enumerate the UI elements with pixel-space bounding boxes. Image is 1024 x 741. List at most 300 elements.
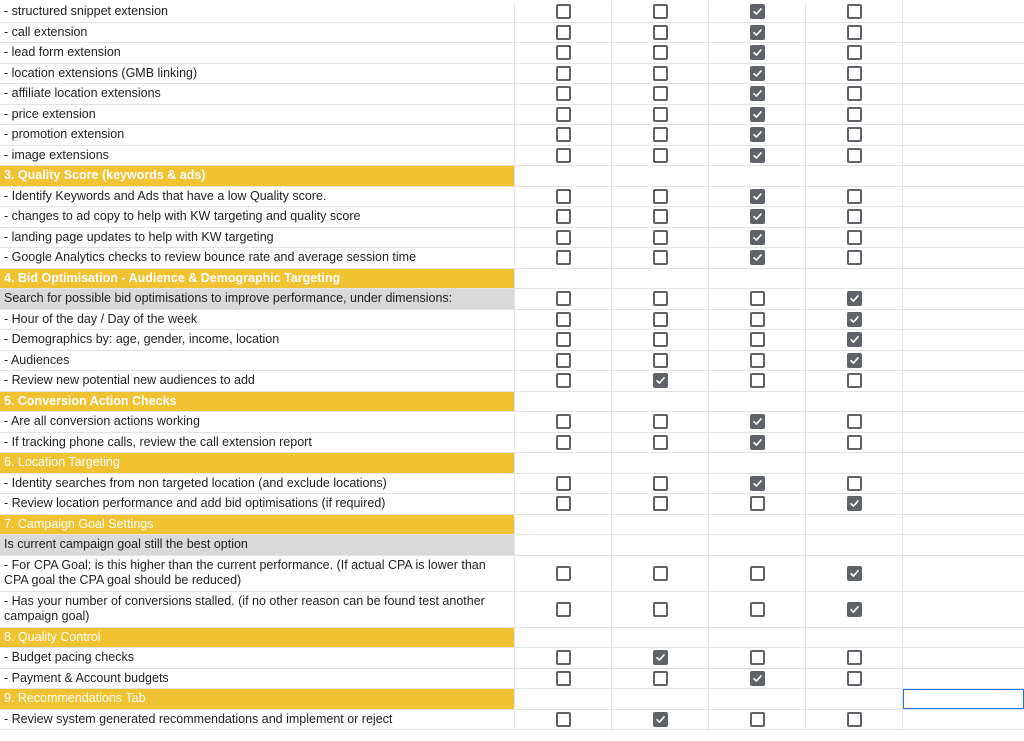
checkbox-cell[interactable] [709, 515, 806, 535]
task-cell[interactable] [0, 351, 515, 371]
checked-checkbox[interactable] [847, 332, 862, 347]
checkbox-cell[interactable] [612, 146, 709, 166]
checkbox-cell[interactable] [709, 289, 806, 309]
task-cell[interactable] [0, 64, 515, 84]
checked-checkbox[interactable] [847, 602, 862, 617]
task-cell[interactable] [0, 228, 515, 248]
unchecked-checkbox[interactable] [750, 496, 765, 511]
checkbox-cell[interactable] [612, 289, 709, 309]
checkbox-cell[interactable] [612, 351, 709, 371]
unchecked-checkbox[interactable] [556, 414, 571, 429]
checked-checkbox[interactable] [750, 189, 765, 204]
checkbox-cell[interactable] [515, 556, 612, 591]
checkbox-cell[interactable] [806, 146, 903, 166]
checkbox-cell[interactable] [806, 494, 903, 514]
checked-checkbox[interactable] [750, 66, 765, 81]
checkbox-cell[interactable] [515, 592, 612, 627]
checkbox-cell[interactable] [709, 474, 806, 494]
unchecked-checkbox[interactable] [750, 566, 765, 581]
unchecked-checkbox[interactable] [847, 476, 862, 491]
unchecked-checkbox[interactable] [556, 45, 571, 60]
checkbox-cell[interactable] [806, 669, 903, 689]
unchecked-checkbox[interactable] [556, 373, 571, 388]
checkbox-cell[interactable] [806, 105, 903, 125]
empty-cell[interactable] [903, 23, 1024, 43]
unchecked-checkbox[interactable] [653, 25, 668, 40]
task-cell[interactable] [0, 248, 515, 268]
checkbox-cell[interactable] [612, 494, 709, 514]
section-title-cell[interactable] [0, 392, 515, 412]
checkbox-cell[interactable] [612, 515, 709, 535]
checkbox-cell[interactable] [709, 330, 806, 350]
task-cell[interactable] [0, 23, 515, 43]
checkbox-cell[interactable] [612, 710, 709, 730]
checkbox-cell[interactable] [806, 269, 903, 289]
unchecked-checkbox[interactable] [653, 332, 668, 347]
unchecked-checkbox[interactable] [750, 650, 765, 665]
empty-cell[interactable] [903, 2, 1024, 22]
task-cell[interactable] [0, 43, 515, 63]
section-title-cell[interactable] [0, 166, 515, 186]
checkbox-cell[interactable] [612, 628, 709, 648]
checked-checkbox[interactable] [750, 209, 765, 224]
unchecked-checkbox[interactable] [847, 671, 862, 686]
unchecked-checkbox[interactable] [653, 602, 668, 617]
task-cell[interactable] [0, 207, 515, 227]
checked-checkbox[interactable] [750, 4, 765, 19]
unchecked-checkbox[interactable] [750, 291, 765, 306]
unchecked-checkbox[interactable] [847, 4, 862, 19]
checkbox-cell[interactable] [709, 669, 806, 689]
empty-cell[interactable] [903, 628, 1024, 648]
section-title-cell[interactable] [0, 628, 515, 648]
checkbox-cell[interactable] [709, 2, 806, 22]
empty-cell[interactable] [903, 474, 1024, 494]
checkbox-cell[interactable] [806, 392, 903, 412]
unchecked-checkbox[interactable] [653, 209, 668, 224]
unchecked-checkbox[interactable] [653, 414, 668, 429]
checkbox-cell[interactable] [612, 330, 709, 350]
checked-checkbox[interactable] [653, 373, 668, 388]
checked-checkbox[interactable] [847, 353, 862, 368]
checkbox-cell[interactable] [709, 412, 806, 432]
unchecked-checkbox[interactable] [750, 602, 765, 617]
checked-checkbox[interactable] [750, 476, 765, 491]
checkbox-cell[interactable] [806, 84, 903, 104]
unchecked-checkbox[interactable] [653, 312, 668, 327]
task-cell[interactable] [0, 2, 515, 22]
unchecked-checkbox[interactable] [847, 650, 862, 665]
checked-checkbox[interactable] [653, 650, 668, 665]
unchecked-checkbox[interactable] [847, 230, 862, 245]
selected-cell[interactable] [903, 689, 1024, 709]
empty-cell[interactable] [903, 351, 1024, 371]
section-title-cell[interactable] [0, 453, 515, 473]
unchecked-checkbox[interactable] [653, 566, 668, 581]
checkbox-cell[interactable] [612, 535, 709, 555]
task-cell[interactable] [0, 310, 515, 330]
task-cell[interactable] [0, 592, 515, 627]
checked-checkbox[interactable] [750, 414, 765, 429]
unchecked-checkbox[interactable] [653, 496, 668, 511]
checkbox-cell[interactable] [612, 310, 709, 330]
empty-cell[interactable] [903, 84, 1024, 104]
empty-cell[interactable] [903, 535, 1024, 555]
checkbox-cell[interactable] [612, 371, 709, 391]
empty-cell[interactable] [903, 289, 1024, 309]
checkbox-cell[interactable] [806, 187, 903, 207]
unchecked-checkbox[interactable] [847, 66, 862, 81]
empty-cell[interactable] [903, 269, 1024, 289]
checkbox-cell[interactable] [806, 2, 903, 22]
checkbox-cell[interactable] [806, 310, 903, 330]
checkbox-cell[interactable] [806, 64, 903, 84]
unchecked-checkbox[interactable] [653, 476, 668, 491]
checkbox-cell[interactable] [515, 105, 612, 125]
checkbox-cell[interactable] [709, 166, 806, 186]
task-cell[interactable] [0, 371, 515, 391]
unchecked-checkbox[interactable] [556, 107, 571, 122]
checkbox-cell[interactable] [612, 187, 709, 207]
unchecked-checkbox[interactable] [750, 353, 765, 368]
checkbox-cell[interactable] [515, 351, 612, 371]
unchecked-checkbox[interactable] [653, 353, 668, 368]
checkbox-cell[interactable] [806, 330, 903, 350]
checkbox-cell[interactable] [806, 351, 903, 371]
checkbox-cell[interactable] [515, 269, 612, 289]
empty-cell[interactable] [903, 146, 1024, 166]
unchecked-checkbox[interactable] [556, 353, 571, 368]
checkbox-cell[interactable] [515, 310, 612, 330]
checkbox-cell[interactable] [515, 669, 612, 689]
checkbox-cell[interactable] [515, 125, 612, 145]
checkbox-cell[interactable] [806, 23, 903, 43]
checkbox-cell[interactable] [709, 43, 806, 63]
task-cell[interactable] [0, 648, 515, 668]
checkbox-cell[interactable] [612, 125, 709, 145]
checkbox-cell[interactable] [612, 2, 709, 22]
unchecked-checkbox[interactable] [847, 86, 862, 101]
empty-cell[interactable] [903, 494, 1024, 514]
unchecked-checkbox[interactable] [653, 250, 668, 265]
checkbox-cell[interactable] [709, 433, 806, 453]
checkbox-cell[interactable] [515, 2, 612, 22]
empty-cell[interactable] [903, 248, 1024, 268]
task-cell[interactable] [0, 187, 515, 207]
empty-cell[interactable] [903, 592, 1024, 627]
unchecked-checkbox[interactable] [750, 712, 765, 727]
checkbox-cell[interactable] [709, 710, 806, 730]
checkbox-cell[interactable] [515, 494, 612, 514]
unchecked-checkbox[interactable] [556, 66, 571, 81]
unchecked-checkbox[interactable] [653, 291, 668, 306]
checkbox-cell[interactable] [806, 166, 903, 186]
empty-cell[interactable] [903, 412, 1024, 432]
task-cell[interactable] [0, 330, 515, 350]
unchecked-checkbox[interactable] [847, 107, 862, 122]
checkbox-cell[interactable] [806, 628, 903, 648]
checkbox-cell[interactable] [515, 23, 612, 43]
checkbox-cell[interactable] [612, 433, 709, 453]
unchecked-checkbox[interactable] [556, 230, 571, 245]
checkbox-cell[interactable] [806, 648, 903, 668]
checkbox-cell[interactable] [806, 43, 903, 63]
empty-cell[interactable] [903, 125, 1024, 145]
checkbox-cell[interactable] [515, 64, 612, 84]
unchecked-checkbox[interactable] [556, 566, 571, 581]
checkbox-cell[interactable] [515, 392, 612, 412]
unchecked-checkbox[interactable] [653, 671, 668, 686]
checkbox-cell[interactable] [515, 146, 612, 166]
checkbox-cell[interactable] [806, 515, 903, 535]
checkbox-cell[interactable] [806, 453, 903, 473]
checkbox-cell[interactable] [806, 125, 903, 145]
checkbox-cell[interactable] [709, 23, 806, 43]
unchecked-checkbox[interactable] [847, 45, 862, 60]
checkbox-cell[interactable] [612, 392, 709, 412]
checkbox-cell[interactable] [709, 453, 806, 473]
checkbox-cell[interactable] [709, 84, 806, 104]
unchecked-checkbox[interactable] [653, 66, 668, 81]
checkbox-cell[interactable] [612, 248, 709, 268]
checkbox-cell[interactable] [806, 412, 903, 432]
unchecked-checkbox[interactable] [556, 250, 571, 265]
checkbox-cell[interactable] [612, 453, 709, 473]
checkbox-cell[interactable] [515, 43, 612, 63]
empty-cell[interactable] [903, 453, 1024, 473]
checkbox-cell[interactable] [806, 474, 903, 494]
section-title-cell[interactable] [0, 515, 515, 535]
unchecked-checkbox[interactable] [847, 148, 862, 163]
unchecked-checkbox[interactable] [847, 127, 862, 142]
checkbox-cell[interactable] [709, 248, 806, 268]
checkbox-cell[interactable] [806, 371, 903, 391]
checkbox-cell[interactable] [612, 592, 709, 627]
checkbox-cell[interactable] [709, 689, 806, 709]
checked-checkbox[interactable] [847, 312, 862, 327]
task-cell[interactable] [0, 535, 515, 555]
unchecked-checkbox[interactable] [556, 86, 571, 101]
unchecked-checkbox[interactable] [653, 435, 668, 450]
checkbox-cell[interactable] [709, 535, 806, 555]
checked-checkbox[interactable] [750, 107, 765, 122]
unchecked-checkbox[interactable] [653, 45, 668, 60]
checkbox-cell[interactable] [806, 592, 903, 627]
empty-cell[interactable] [903, 648, 1024, 668]
task-cell[interactable] [0, 84, 515, 104]
task-cell[interactable] [0, 474, 515, 494]
checkbox-cell[interactable] [515, 412, 612, 432]
checkbox-cell[interactable] [612, 166, 709, 186]
empty-cell[interactable] [903, 710, 1024, 730]
unchecked-checkbox[interactable] [653, 107, 668, 122]
checkbox-cell[interactable] [709, 351, 806, 371]
checkbox-cell[interactable] [612, 207, 709, 227]
checkbox-cell[interactable] [515, 248, 612, 268]
checkbox-cell[interactable] [612, 689, 709, 709]
checked-checkbox[interactable] [750, 127, 765, 142]
checkbox-cell[interactable] [709, 207, 806, 227]
checkbox-cell[interactable] [515, 228, 612, 248]
checkbox-cell[interactable] [612, 64, 709, 84]
unchecked-checkbox[interactable] [556, 476, 571, 491]
checked-checkbox[interactable] [750, 45, 765, 60]
checked-checkbox[interactable] [750, 25, 765, 40]
checkbox-cell[interactable] [806, 689, 903, 709]
checkbox-cell[interactable] [515, 689, 612, 709]
unchecked-checkbox[interactable] [653, 4, 668, 19]
unchecked-checkbox[interactable] [556, 189, 571, 204]
task-cell[interactable] [0, 146, 515, 166]
checkbox-cell[interactable] [709, 228, 806, 248]
empty-cell[interactable] [903, 310, 1024, 330]
checked-checkbox[interactable] [750, 435, 765, 450]
task-cell[interactable] [0, 289, 515, 309]
task-cell[interactable] [0, 669, 515, 689]
checkbox-cell[interactable] [612, 669, 709, 689]
task-cell[interactable] [0, 710, 515, 730]
unchecked-checkbox[interactable] [750, 373, 765, 388]
empty-cell[interactable] [903, 228, 1024, 248]
checkbox-cell[interactable] [806, 248, 903, 268]
task-cell[interactable] [0, 125, 515, 145]
checkbox-cell[interactable] [515, 648, 612, 668]
checkbox-cell[interactable] [709, 592, 806, 627]
unchecked-checkbox[interactable] [556, 332, 571, 347]
task-cell[interactable] [0, 494, 515, 514]
unchecked-checkbox[interactable] [847, 414, 862, 429]
empty-cell[interactable] [903, 105, 1024, 125]
task-cell[interactable] [0, 412, 515, 432]
checkbox-cell[interactable] [709, 269, 806, 289]
checkbox-cell[interactable] [612, 269, 709, 289]
checkbox-cell[interactable] [709, 310, 806, 330]
checkbox-cell[interactable] [709, 392, 806, 412]
empty-cell[interactable] [903, 515, 1024, 535]
empty-cell[interactable] [903, 207, 1024, 227]
section-title-cell[interactable] [0, 689, 515, 709]
unchecked-checkbox[interactable] [556, 209, 571, 224]
unchecked-checkbox[interactable] [653, 127, 668, 142]
checkbox-cell[interactable] [515, 628, 612, 648]
checkbox-cell[interactable] [515, 166, 612, 186]
unchecked-checkbox[interactable] [556, 148, 571, 163]
checkbox-cell[interactable] [515, 289, 612, 309]
unchecked-checkbox[interactable] [653, 230, 668, 245]
checkbox-cell[interactable] [612, 474, 709, 494]
empty-cell[interactable] [903, 433, 1024, 453]
checkbox-cell[interactable] [806, 228, 903, 248]
unchecked-checkbox[interactable] [556, 25, 571, 40]
unchecked-checkbox[interactable] [847, 373, 862, 388]
empty-cell[interactable] [903, 371, 1024, 391]
unchecked-checkbox[interactable] [556, 602, 571, 617]
checkbox-cell[interactable] [709, 628, 806, 648]
checkbox-cell[interactable] [515, 433, 612, 453]
task-cell[interactable] [0, 105, 515, 125]
checkbox-cell[interactable] [806, 433, 903, 453]
empty-cell[interactable] [903, 669, 1024, 689]
checkbox-cell[interactable] [806, 556, 903, 591]
checkbox-cell[interactable] [806, 535, 903, 555]
checkbox-cell[interactable] [515, 474, 612, 494]
checked-checkbox[interactable] [750, 86, 765, 101]
checkbox-cell[interactable] [612, 412, 709, 432]
checkbox-cell[interactable] [515, 84, 612, 104]
checkbox-cell[interactable] [612, 556, 709, 591]
unchecked-checkbox[interactable] [556, 671, 571, 686]
unchecked-checkbox[interactable] [847, 250, 862, 265]
checked-checkbox[interactable] [847, 566, 862, 581]
checkbox-cell[interactable] [709, 371, 806, 391]
unchecked-checkbox[interactable] [847, 712, 862, 727]
checked-checkbox[interactable] [750, 230, 765, 245]
empty-cell[interactable] [903, 166, 1024, 186]
checked-checkbox[interactable] [847, 496, 862, 511]
checkbox-cell[interactable] [515, 535, 612, 555]
checkbox-cell[interactable] [709, 146, 806, 166]
checked-checkbox[interactable] [653, 712, 668, 727]
checkbox-cell[interactable] [612, 43, 709, 63]
empty-cell[interactable] [903, 64, 1024, 84]
checkbox-cell[interactable] [612, 84, 709, 104]
unchecked-checkbox[interactable] [847, 209, 862, 224]
unchecked-checkbox[interactable] [556, 4, 571, 19]
unchecked-checkbox[interactable] [847, 435, 862, 450]
unchecked-checkbox[interactable] [556, 312, 571, 327]
checkbox-cell[interactable] [709, 494, 806, 514]
checkbox-cell[interactable] [709, 187, 806, 207]
empty-cell[interactable] [903, 187, 1024, 207]
checkbox-cell[interactable] [612, 23, 709, 43]
unchecked-checkbox[interactable] [847, 189, 862, 204]
unchecked-checkbox[interactable] [556, 712, 571, 727]
checkbox-cell[interactable] [515, 515, 612, 535]
unchecked-checkbox[interactable] [556, 127, 571, 142]
checkbox-cell[interactable] [515, 330, 612, 350]
unchecked-checkbox[interactable] [750, 332, 765, 347]
checkbox-cell[interactable] [709, 556, 806, 591]
task-cell[interactable] [0, 556, 515, 591]
unchecked-checkbox[interactable] [750, 312, 765, 327]
unchecked-checkbox[interactable] [556, 291, 571, 306]
checked-checkbox[interactable] [750, 671, 765, 686]
unchecked-checkbox[interactable] [653, 86, 668, 101]
unchecked-checkbox[interactable] [556, 496, 571, 511]
unchecked-checkbox[interactable] [556, 650, 571, 665]
section-title-cell[interactable] [0, 269, 515, 289]
empty-cell[interactable] [903, 392, 1024, 412]
checkbox-cell[interactable] [515, 187, 612, 207]
checked-checkbox[interactable] [847, 291, 862, 306]
checkbox-cell[interactable] [806, 207, 903, 227]
checkbox-cell[interactable] [612, 228, 709, 248]
empty-cell[interactable] [903, 43, 1024, 63]
checkbox-cell[interactable] [709, 64, 806, 84]
checked-checkbox[interactable] [750, 250, 765, 265]
empty-cell[interactable] [903, 556, 1024, 591]
checkbox-cell[interactable] [806, 289, 903, 309]
checkbox-cell[interactable] [709, 648, 806, 668]
checkbox-cell[interactable] [709, 105, 806, 125]
unchecked-checkbox[interactable] [556, 435, 571, 450]
unchecked-checkbox[interactable] [653, 189, 668, 204]
checkbox-cell[interactable] [515, 453, 612, 473]
checkbox-cell[interactable] [806, 710, 903, 730]
checkbox-cell[interactable] [515, 371, 612, 391]
empty-cell[interactable] [903, 330, 1024, 350]
unchecked-checkbox[interactable] [847, 25, 862, 40]
